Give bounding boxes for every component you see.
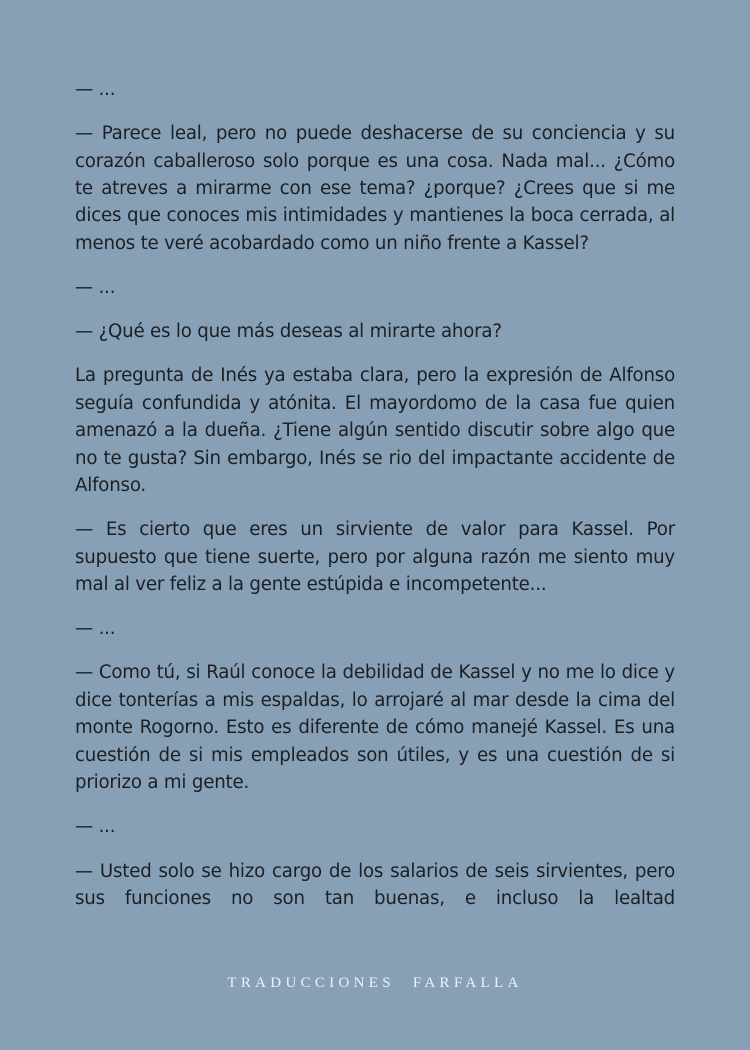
page-body-text	[75, 76, 675, 929]
paragraph: — ...	[75, 79, 116, 100]
paragraph: — ...	[75, 277, 116, 299]
paragraph: — ¿Qué es lo que más deseas al mirarte ahora?	[75, 321, 502, 343]
paragraph: — Es cierto que eres un sirviente de valor para Kassel. Por supuesto que tiene suerte, pero por alguna razón me siento muy mal al ver feliz a la gente estúpida e incompetente...	[75, 519, 675, 596]
paragraph: — Usted solo se hizo cargo de los salarios de seis sirvientes, pero sus funciones no son tan buenas, e incluso la lealtad	[75, 860, 675, 909]
paragraph: — ...	[75, 618, 116, 640]
paragraph: — Como tú, si Raúl conoce la debilidad de Kassel y no me lo dice y dice tonterías a mis espaldas, lo arrojaré al mar desde la cima del monte Rogorno. Esto es diferente de cómo manejé Kassel. Es una cuestión de si mis empleados son útiles, y es una cuestión de si priorizo a mi gente.	[75, 662, 675, 794]
paragraph: La pregunta de Inés ya estaba clara, pero la expresión de Alfonso seguía confundida y atónita. El mayordomo de la casa fue quien amenazó a la dueña. ¿Tiene algún sentido discutir sobre algo que no te gusta? Sin embargo, Inés se rio del impactante accidente de Alfonso.	[75, 365, 675, 497]
paragraph: — Parece leal, pero no puede deshacerse de su conciencia y su corazón caballeroso solo porque es una cosa. Nada mal... ¿Cómo te atreves a mirarme con ese tema? ¿porque? ¿Crees que si me dices que conoces mis intimidades y mantienes la boca cerrada, al menos te veré acobardado como un niño frente a Kassel?	[75, 123, 675, 254]
page-footer-credit: TRADUCCIONES FARFALLA	[227, 975, 523, 991]
paragraph: — ...	[75, 816, 116, 838]
